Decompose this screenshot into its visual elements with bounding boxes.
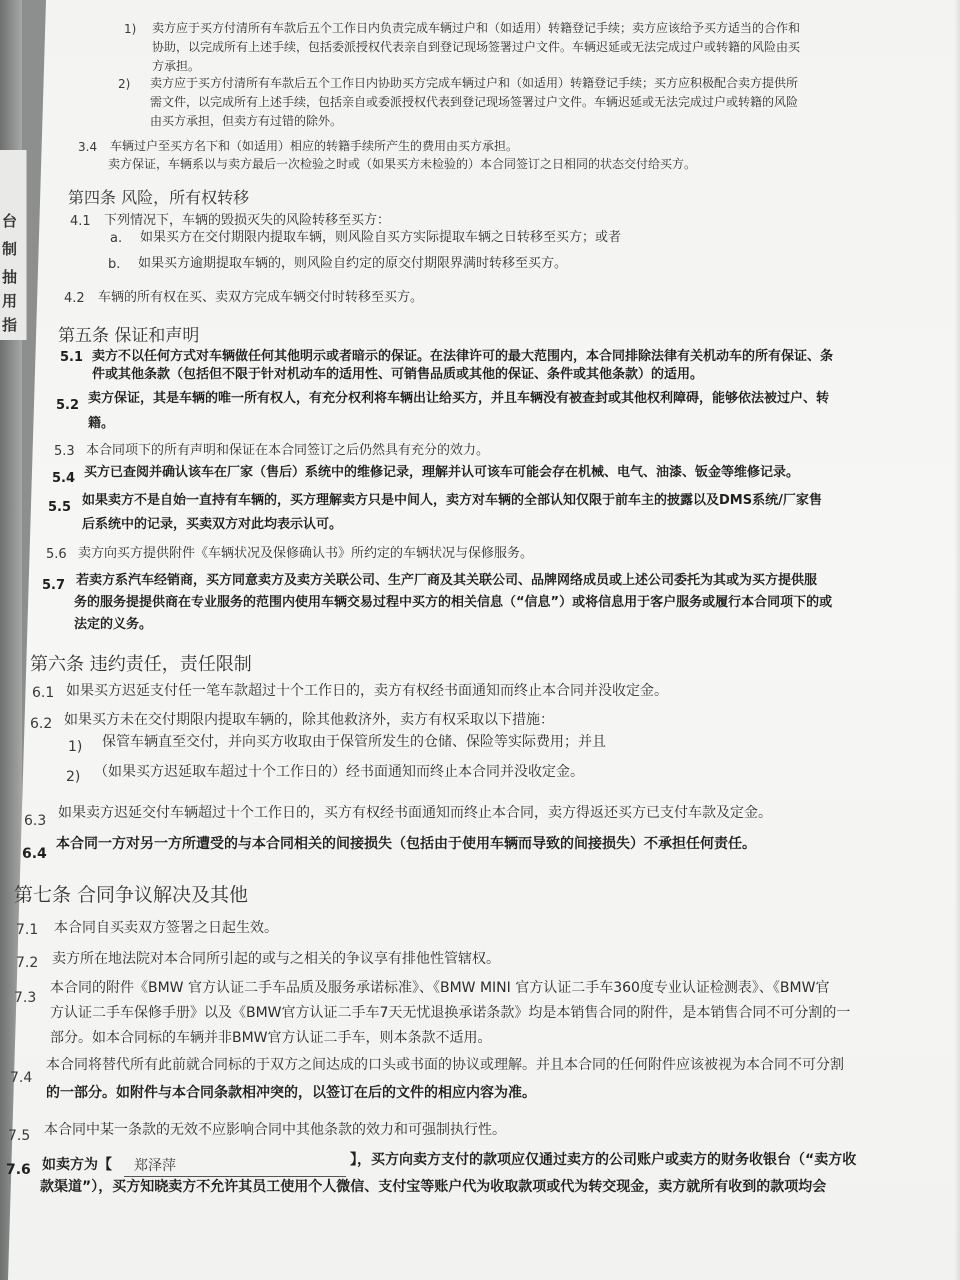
sub-item-number: 1) [124,22,137,36]
clause-number: 7.4 [10,1070,33,1086]
clause-number: 5.2 [56,398,80,413]
clause-text-line: 卖方不以任何方式对车辆做任何其他明示或者暗示的保证。在法律许可的最大范围内，本合同排除法律有关机动车的所有保证、条 [92,349,834,364]
clause-number: 6.4 [22,846,47,862]
clause-number: 7.1 [16,922,39,938]
clause-text: 本合同中某一条款的无效不应影响合同中其他条款的效力和可强制执行性。 [44,1122,506,1138]
clause-number: 5.6 [46,547,67,562]
clause-text: 本合同项下的所有声明和保证在本合同签订之后仍然具有充分的效力。 [86,443,490,458]
clause-number: 4.1 [70,214,91,229]
margin-fragment: 制 [2,240,18,258]
clause-number: 6.1 [32,685,55,701]
clause-text: 如果买方未在交付期限内提取车辆的，除其他救济外，卖方有权采取以下措施： [64,712,554,728]
clause-text: 保管车辆直至交付，并向买方收取由于保管所发生的仓储、保险等实际费用；并且 [102,734,606,750]
clause-text-line: 协助，以完成所有上述手续，包括委派授权代表亲自到登记现场签署过户文件。车辆迟延或无法完成过户或转籍的风险由买 [152,40,801,54]
article-heading: 第五条 保证和声明 [58,326,200,346]
clause-text-line: 如果卖方不是自始一直持有车辆的，买方理解卖方只是中间人，卖方对车辆的全部认知仅限于前车主的披露以及DMS系统/厂家售 [82,493,822,508]
clause-number: 4.2 [64,291,85,306]
clause-number: 6.2 [30,716,53,732]
clause-text-line: 卖方应于买方付清所有车款后五个工作日内负责完成车辆过户和（如适用）转籍登记手续；卖方应该给予买方适当的合作和 [152,21,801,35]
clause-number: 5.7 [42,578,66,593]
clause-text-line: 法定的义务。 [74,617,153,632]
clause-text: 卖方向买方提供附件《车辆状况及保修确认书》所约定的车辆状况与保修服务。 [78,546,534,561]
clause-number: 5.1 [60,350,84,365]
clause-text: 买方已查阅并确认该车在厂家（售后）系统中的维修记录，理解并认可该车可能会存在机械、电气、油漆、钣金等维修记录。 [84,465,800,480]
clause-number: 7.2 [16,955,39,971]
clause-text: （如果买方迟延取车超过十个工作日的）经书面通知而终止本合同并没收定金。 [94,764,584,780]
article-heading: 第七条 合同争议解决及其他 [14,884,249,906]
sub-item-number: 1) [68,739,83,755]
seller-name-filled: 郑泽萍 [134,1158,176,1174]
clause-text-line: 方承担。 [152,59,201,73]
article-heading: 第六条 违约责任，责任限制 [30,654,252,675]
margin-fragment: 用 [2,292,18,310]
clause-number: 3.4 [78,140,98,154]
clause-text-line: 需文件，以完成所有上述手续，包括亲自或委派授权代表到登记现场签署过户文件。车辆迟延或无法完成过户或转籍的风险 [150,95,799,109]
clause-text-line: 卖方保证，车辆系以与卖方最后一次检验之时或（如果买方未检验的）本合同签订之日相同的状态交付给买方。 [108,157,697,171]
clause-text-line: 籍。 [88,416,115,431]
sub-item-number: a. [110,231,123,246]
clause-text-line: 本合同的附件《BMW 官方认证二手车品质及服务承诺标准》、《BMW MINI 官方认证二手车360度专业认证检测表》、《BMW官 [50,980,830,996]
clause-text-line: 卖方应于买方付清所有车款后五个工作日内协助买方完成车辆过户和（如适用）转籍登记手续；买方应积极配合卖方提供所 [150,76,799,90]
sub-item-number: 2) [66,769,81,785]
clause-text: 车辆的所有权在买、卖双方完成车辆交付时转移至买方。 [98,290,424,305]
clause-text: 如果买方迟延支付任一笔车款超过十个工作日的，卖方有权经书面通知而终止本合同并没收定金。 [66,683,668,699]
clause-number: 7.6 [6,1162,31,1178]
clause-text: 】，买方向卖方支付的款项应仅通过卖方的公司账户或卖方的财务收银台（“卖方收 [350,1152,857,1168]
clause-number: 6.3 [24,813,47,829]
clause-text-line: 部分。如本合同标的车辆并非BMW官方认证二手车，则本条款不适用。 [50,1030,492,1046]
margin-fragment: 抽 [2,268,18,286]
clause-text: 下列情况下，车辆的毁损灭失的风险转移至买方： [104,213,391,228]
clause-text-line: 车辆过户至买方名下和（如适用）相应的转籍手续所产生的费用由买方承担。 [110,139,519,153]
clause-text-line: 件或其他条款（包括但不限于针对机动车的适用性、可销售品质或其他的保证、条件或其他条款）的适用。 [92,367,704,382]
article-heading: 第四条 风险，所有权转移 [68,188,250,207]
clause-text: 如果卖方迟延交付车辆超过十个工作日的，买方有权经书面通知而终止本合同，卖方得返还买方已支付车款及定金。 [58,805,772,821]
clause-number: 5.5 [48,500,72,515]
clause-text: 本合同自买卖双方签署之日起生效。 [54,920,278,936]
clause-number: 7.3 [14,990,37,1006]
clause-text: 卖方所在地法院对本合同所引起的或与之相关的争议享有排他性管辖权。 [52,951,500,967]
clause-text-line: 后系统中的记录，买卖双方对此均表示认可。 [82,517,343,532]
clause-text-line: 款渠道”），买方知晓卖方不允许其员工使用个人微信、支付宝等账户代为收取款项或代为转交现金，卖方就所有收到的款项均会 [40,1179,827,1195]
clause-text-line: 本合同将替代所有此前就合同标的于双方之间达成的口头或书面的协议或理解。并且本合同的任何附件应该被视为本合同不可分割 [46,1057,844,1073]
clause-text: 本合同一方对另一方所遭受的与本合同相关的间接损失（包括由于使用车辆而导致的间接损失）不承担任何责任。 [56,836,756,852]
sub-item-number: 2) [118,77,131,91]
clause-text-line: 若卖方系汽车经销商，买方同意卖方及卖方关联公司、生产厂商及其关联公司、品牌网络成员或上述公司委托为其或为买方提供服 [76,573,818,588]
clause-number: 5.3 [54,444,75,459]
clause-text: 如果买方在交付期限内提取车辆，则风险自买方实际提取车辆之日转移至买方；或者 [140,230,622,245]
clause-text-line: 由买方承担，但卖方有过错的除外。 [150,114,343,128]
clause-text-line: 方认证二手车保修手册》以及《BMW官方认证二手车7天无忧退换承诺条款》均是本销售合同的附件，是本销售合同不可分割的一 [50,1005,851,1021]
clause-text-line: 务的服务提提供商在专业服务的范围内使用车辆交易过程中买方的相关信息（“信息”）或将信息用于客户服务或履行本合同项下的或 [74,595,833,610]
page-edge-shadow [954,0,960,1280]
margin-fragment: 台 [2,212,18,230]
margin-fragment: 指 [2,316,18,334]
clause-text: 如果买方逾期提取车辆的，则风险自约定的原交付期限界满时转移至买方。 [138,256,568,271]
underlying-sheet-fragment [0,150,27,340]
clause-number: 5.4 [52,471,76,486]
clause-text-line: 的一部分。如附件与本合同条款相冲突的，以签订在后的文件的相应内容为准。 [46,1085,536,1101]
clause-number: 7.5 [8,1128,31,1144]
clause-text-line: 卖方保证，其是车辆的唯一所有权人，有充分权利将车辆出让给买方，并且车辆没有被查封或其他权利障碍，能够依法被过户、转 [88,391,830,406]
clause-text: 如卖方为【 [42,1157,112,1173]
sub-item-number: b. [108,257,121,272]
